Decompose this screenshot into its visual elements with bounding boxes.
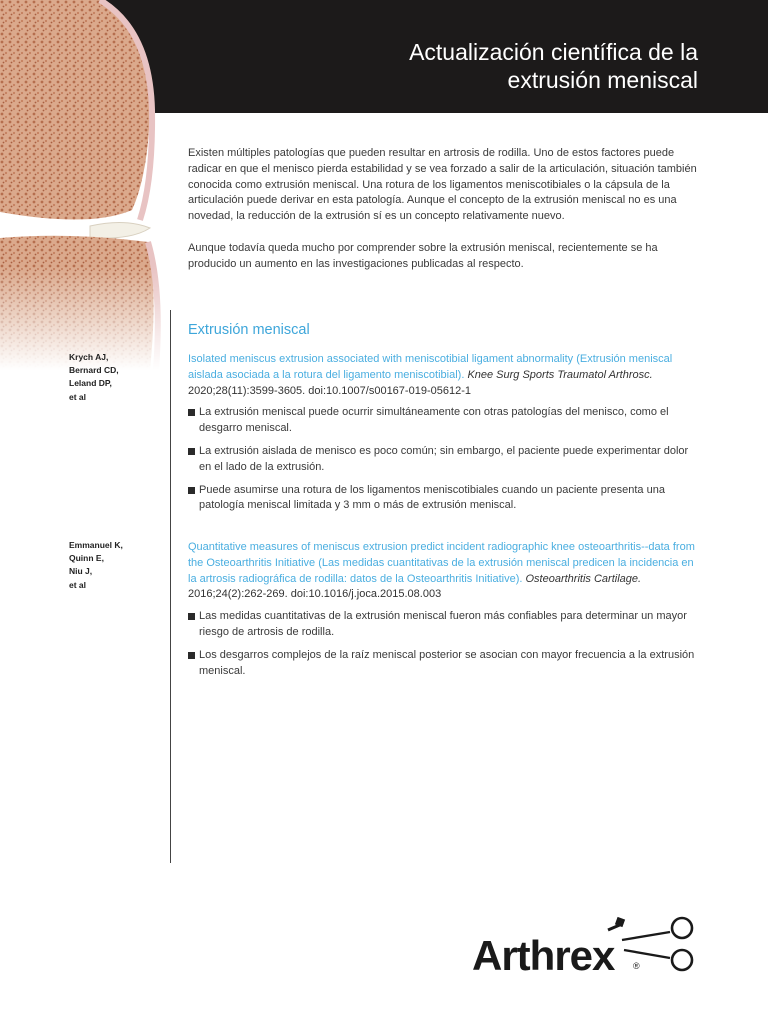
bullet-item (188, 444, 700, 476)
bullet-square-icon (188, 487, 195, 494)
author-et-al: et al (69, 391, 87, 402)
bullet-text: Puede asumirse una rotura de los ligamentos meniscotibiales cuando un paciente presenta una patología meniscal limitada y 3 mm o más de extrusión meniscal. (199, 483, 665, 512)
author-name: Niu J, (69, 566, 93, 577)
section-title: Extrusión meniscal (188, 322, 310, 338)
bullet-item (188, 405, 700, 437)
author-name: Quinn E, (69, 553, 104, 564)
bullet-text: Las medidas cuantitativas de la extrusión meniscal fueron más confiables para determinar un mayor riesgo de artrosis de rodilla. (199, 610, 687, 638)
author-name: Bernard CD, (69, 365, 119, 376)
reference-1-details: 2020;28(11):3599-3605. doi:10.1007/s00167-019-05612-1 (188, 384, 471, 397)
intro-paragraph-2: Aunque todavía queda mucho por comprender sobre la extrusión meniscal, recientemente se ha producido un aumento en las investigaciones publicadas al respecto. (188, 241, 658, 270)
reference-1-authors (69, 351, 119, 404)
author-name: Emmanuel K, (69, 540, 123, 550)
reference-2-title-link[interactable]: Quantitative measures of meniscus extrusion predict incident radiographic knee osteoarthritis--data from the Osteoarthritis Initiative (Las medidas cuantitativas de la extrusión meniscal predicen la incidencia en la artrosis radiográfica de rodilla: datos de la Osteoarthritis Initiative). (188, 541, 695, 585)
intro-paragraph-1: Existen múltiples patologías que pueden resultar en artrosis de rodilla. Uno de estos factores puede radicar en que el menisco pierda estabilidad y se vea forzado a salir de la articulación, situación también conocida como extrusión meniscal. Una rotura de los ligamentos meniscotibiales o la cápsula de la articulación puede derivar en esta patología. Aunque el concepto de la extrusión meniscal no es una novedad, la reducción de la extrusión sí es un concepto relativamente nuevo. (188, 147, 697, 223)
bullet-text: Los desgarros complejos de la raíz meniscal posterior se asocian con mayor frecuencia a la extrusión meniscal. (199, 648, 695, 677)
bullet-item (188, 609, 700, 641)
reference-2-bullets (188, 609, 700, 679)
author-name: Leland DP, (69, 378, 112, 389)
reference-2-authors (69, 539, 123, 592)
reference-2-details: 2016;24(2):262-269. doi:10.1016/j.joca.2015.08.003 (188, 588, 442, 601)
reference-2-citation (188, 540, 700, 603)
arthrex-logo (472, 910, 702, 980)
reference-2 (188, 540, 700, 686)
reference-1-title-link[interactable]: Isolated meniscus extrusion associated with meniscotibial ligament abnormality (Extrusión meniscal aislada asociada a la rotura del ligamento meniscotibial). (188, 353, 673, 381)
reference-1-citation (188, 352, 700, 399)
reference-1-bullets (188, 405, 700, 514)
vertical-divider (170, 310, 171, 863)
page-title-line1: Actualización científica de la (409, 39, 698, 65)
bullet-item (188, 483, 700, 515)
page-title-line2: extrusión meniscal (507, 67, 698, 93)
bullet-square-icon (188, 613, 195, 620)
bullet-square-icon (188, 409, 195, 416)
author-et-al: et al (69, 579, 87, 590)
bullet-text: La extrusión aislada de menisco es poco común; sin embargo, el paciente puede experimentar dolor en el lado de la extrusión. (199, 444, 689, 473)
author-name: Krych AJ, (69, 352, 109, 362)
intro-text (188, 146, 700, 289)
bullet-square-icon (188, 652, 195, 659)
bullet-item (188, 648, 700, 680)
bullet-square-icon (188, 448, 195, 455)
reference-2-journal: Osteoarthritis Cartilage. (525, 572, 642, 585)
reference-1-journal: Knee Surg Sports Traumatol Arthrosc. (467, 368, 653, 381)
page-title (409, 38, 698, 94)
logo-wordmark: Arthrex (472, 932, 615, 979)
registered-mark: ® (633, 961, 640, 971)
reference-1 (188, 352, 700, 521)
bullet-text: La extrusión meniscal puede ocurrir simultáneamente con otras patologías del menisco, como el desgarro meniscal. (199, 406, 669, 435)
knee-joint-illustration (0, 0, 170, 370)
